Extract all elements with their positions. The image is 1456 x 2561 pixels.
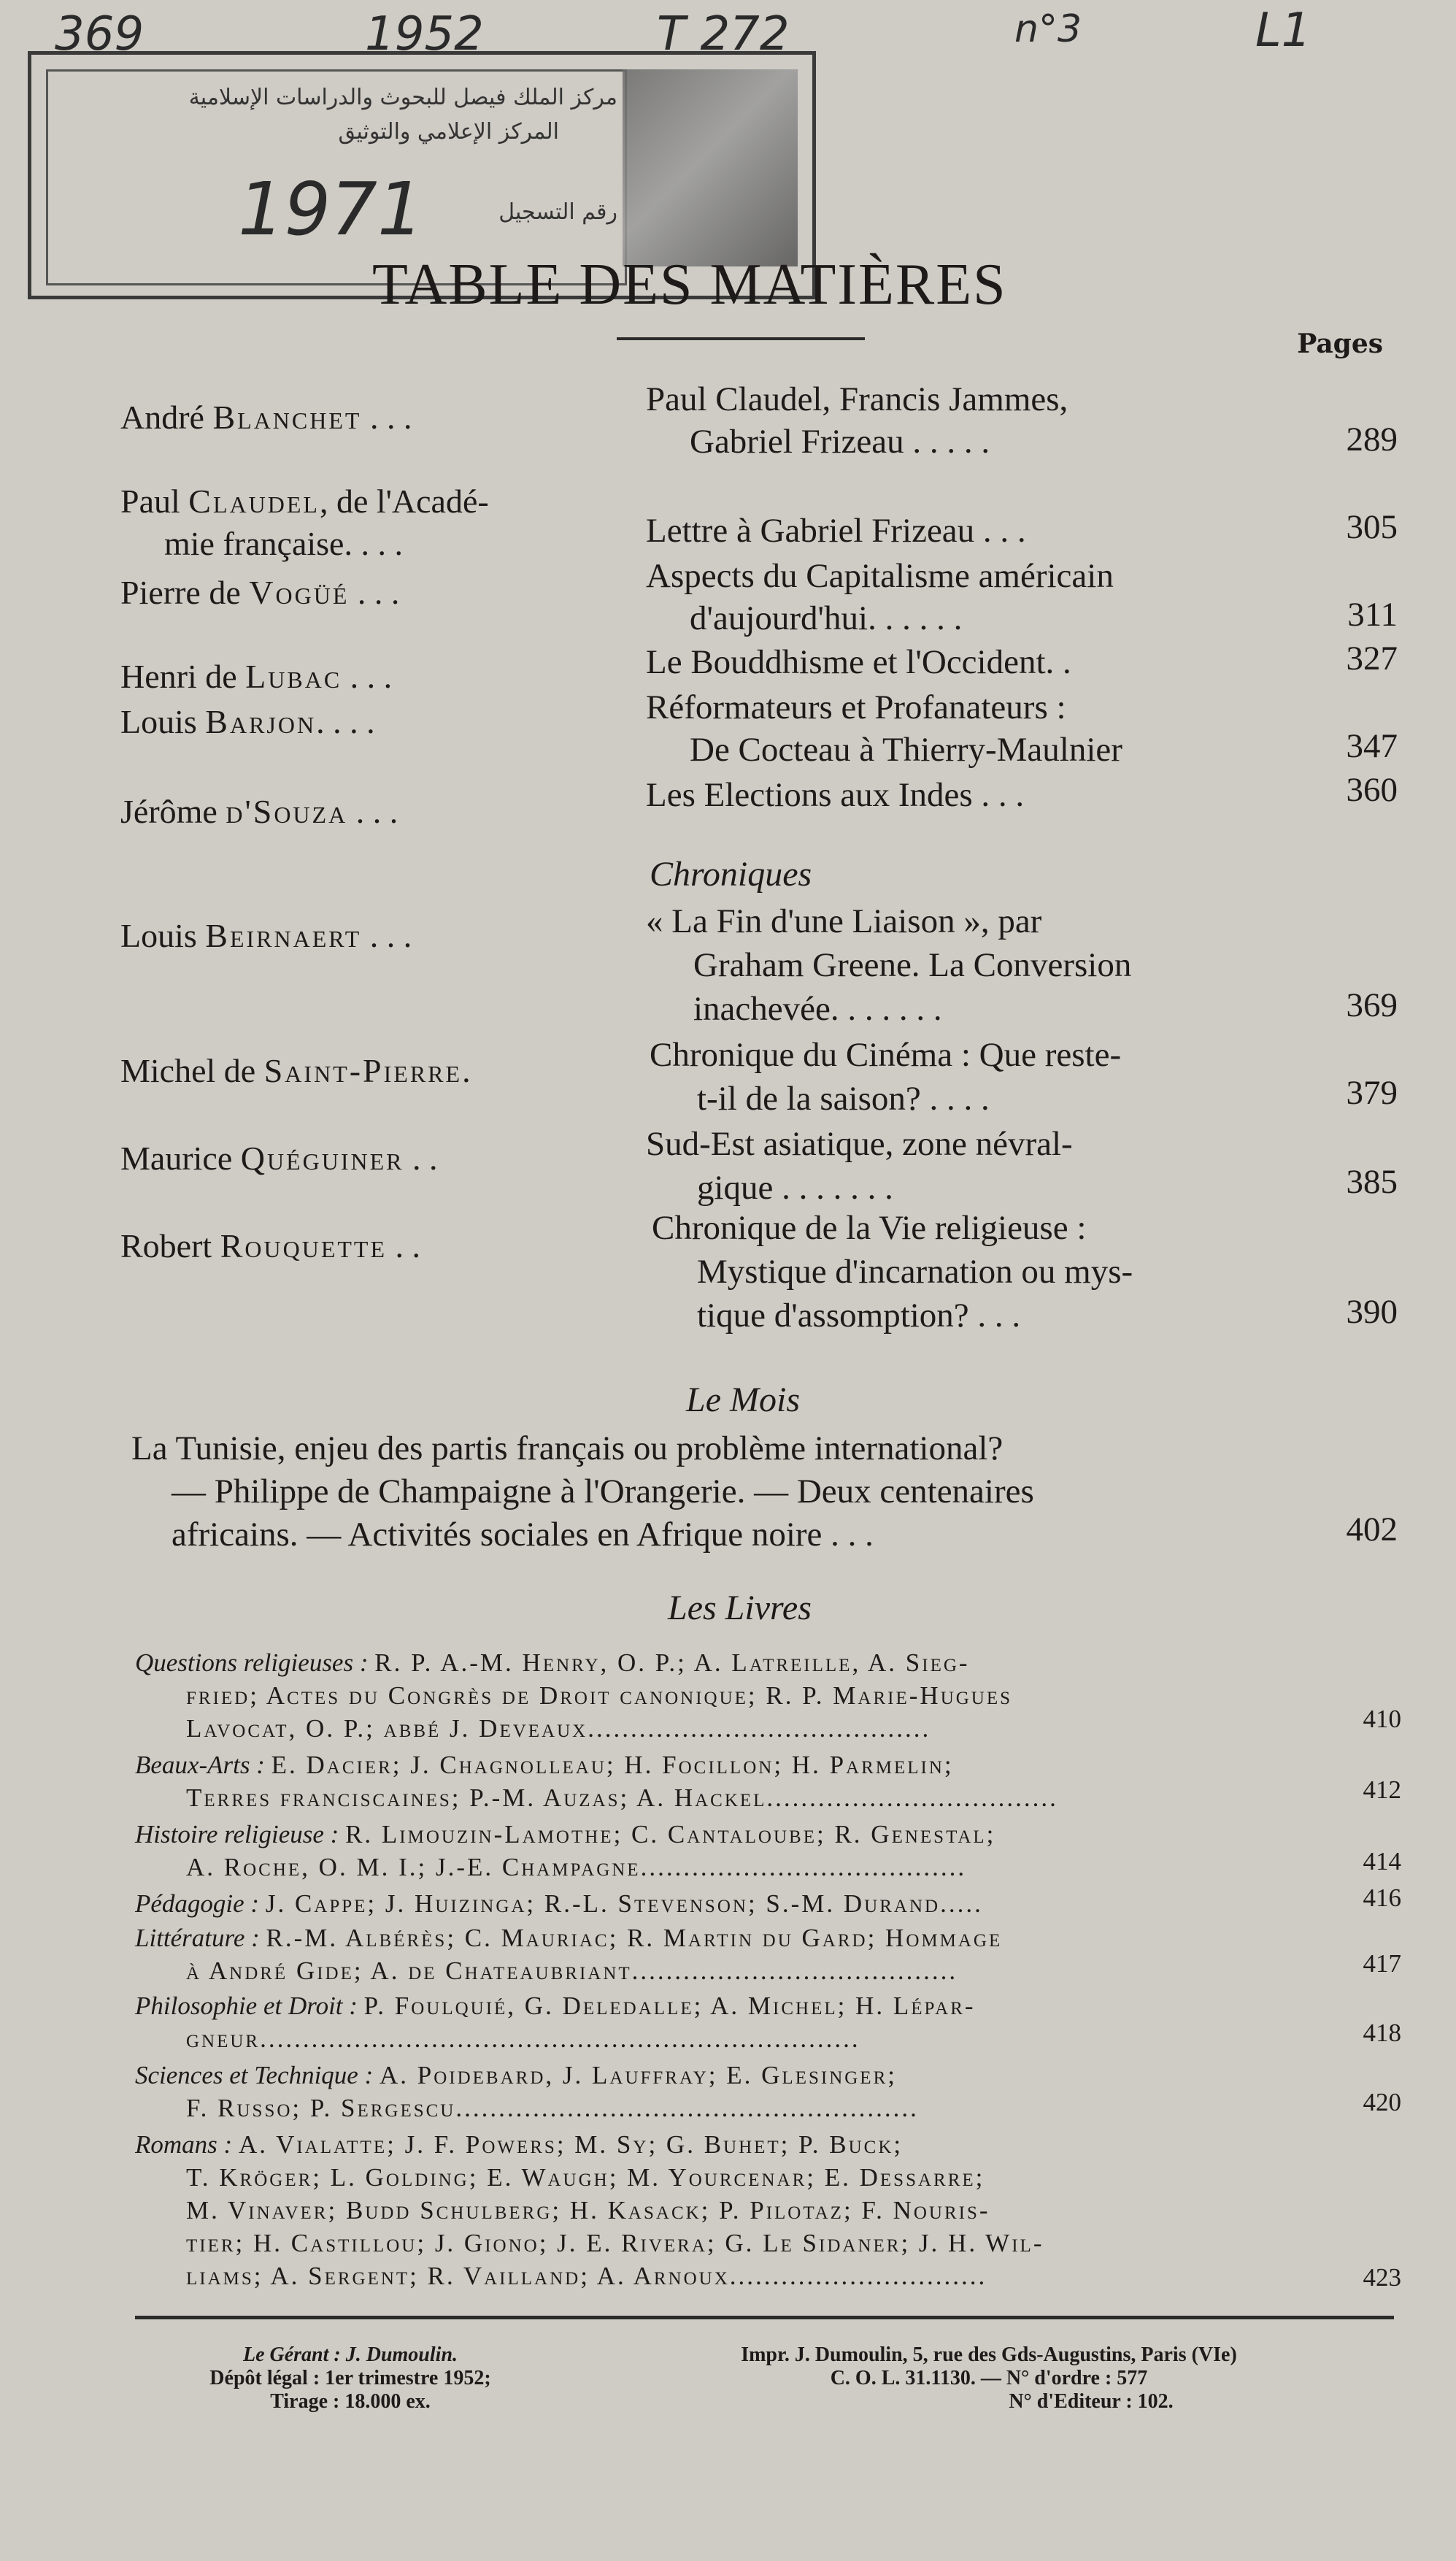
entry-title-line: Le Bouddhisme et l'Occident. .	[646, 643, 1071, 681]
chronique-title-line: Chronique du Cinéma : Que reste-	[650, 1036, 1122, 1074]
footer-editeur: N° d'Editeur : 102.	[1009, 2390, 1174, 2413]
livres-page: 418	[1363, 2019, 1401, 2047]
title-underline	[617, 337, 865, 340]
footer-left	[146, 2343, 555, 2414]
entry-page: 327	[1346, 640, 1398, 677]
chronique-page: 369	[1346, 986, 1398, 1024]
livres-entry: Sciences et Technique : A. Poidebard, J. Lauffray; E. Glesinger; F. Russo; P. Sergescu......................................................	[135, 2061, 919, 2122]
entry-title-line: Gabriel Frizeau . . . . .	[690, 423, 990, 461]
entry-author: André Blanchet . . .	[120, 399, 412, 436]
livres-heading: Les Livres	[668, 1589, 812, 1627]
entry-page: 347	[1346, 727, 1398, 765]
entry-title-line: Aspects du Capitalisme américain	[646, 557, 1114, 595]
livres-page: 412	[1363, 1775, 1401, 1804]
mois-line: — Philippe de Champaigne à l'Orangerie. — Deux centenaires	[172, 1473, 1034, 1510]
entry-author: Louis Barjon. . . .	[120, 703, 375, 740]
entry-title-line: Réformateurs et Profanateurs :	[646, 688, 1066, 726]
handwritten-ref-t272: T 272	[657, 7, 790, 61]
entry-author: Henri de Lubac . . .	[120, 658, 393, 695]
footer-imprimeur: Impr. J. Dumoulin, 5, rue des Gds-Augustins, Paris (VIe)	[741, 2343, 1237, 2366]
footer-right	[606, 2343, 1372, 2414]
footer-col: C. O. L. 31.1130. — N° d'ordre : 577	[830, 2367, 1148, 2389]
stamp-handwritten-number: 1971	[238, 166, 424, 252]
livres-page: 417	[1363, 1949, 1401, 1978]
entry-page: 305	[1346, 508, 1398, 546]
chronique-page: 385	[1346, 1163, 1398, 1201]
livres-entry: Romans : A. Vialatte; J. F. Powers; M. Sy; G. Buhet; P. Buck; T. Kröger; L. Golding; E. Waugh; M. Yourcenar; E. Dessarre; M. Vinaver; Budd Schulberg; H. Kasack; P. Pilotaz; F. Nouris- tier; H. Castillou; J. Giono; J. E. Rivera; G. Le Sidaner; J. H. Wil- liams; A. Sergent; R. Vailland; A. Arnoux..............................	[135, 2130, 1044, 2290]
livres-page: 420	[1363, 2088, 1401, 2116]
livres-entry: Pédagogie : J. Cappe; J. Huizinga; R.-L. Stevenson; S.-M. Durand.....	[135, 1889, 983, 1918]
entry-author: Paul Claudel, de l'Acadé-	[120, 483, 489, 520]
chronique-title-line: Graham Greene. La Conversion	[693, 946, 1132, 984]
entry-page: 289	[1346, 421, 1398, 458]
stamp-arabic-line1: مركز الملك فيصل للبحوث والدراسات الإسلامية	[188, 85, 617, 110]
handwritten-ref-1952: 1952	[365, 7, 484, 61]
chroniques-heading: Chroniques	[650, 855, 812, 894]
chronique-title-line: t-il de la saison? . . . .	[697, 1080, 990, 1118]
livres-page: 414	[1363, 1847, 1401, 1875]
chronique-page: 390	[1346, 1293, 1398, 1331]
handwritten-ref-l1: L1	[1255, 4, 1311, 58]
chronique-author: Maurice Quéguiner . .	[120, 1140, 438, 1177]
footer-gerant: Le Gérant : J. Dumoulin.	[242, 2343, 458, 2366]
chronique-title-line: Sud-Est asiatique, zone névral-	[646, 1125, 1073, 1163]
entry-page: 360	[1346, 771, 1398, 809]
chronique-title-line: Mystique d'incarnation ou mys-	[697, 1253, 1133, 1291]
pages-label: Pages	[1297, 329, 1383, 359]
mois-line: africains. — Activités sociales en Afrique noire . . .	[172, 1516, 874, 1554]
livres-entry: Littérature : R.-M. Albérès; C. Mauriac; R. Martin du Gard; Hommage à André Gide; A. de Chateaubriant......................................	[135, 1924, 1003, 1985]
entry-title-line: d'aujourd'hui. . . . . .	[690, 599, 963, 637]
mois-page: 402	[1346, 1510, 1398, 1548]
livres-entry: Beaux-Arts : E. Dacier; J. Chagnolleau; H. Focillon; H. Parmelin; Terres franciscaines; P.-M. Auzas; A. Hackel..................................	[135, 1751, 1058, 1812]
chronique-title-line: Chronique de la Vie religieuse :	[652, 1209, 1087, 1247]
chronique-title-line: tique d'assomption? . . .	[697, 1297, 1021, 1335]
chronique-author: Michel de Saint-Pierre.	[120, 1052, 471, 1089]
livres-entry: Philosophie et Droit : P. Foulquié, G. Deledalle; A. Michel; H. Lépar- gneur......................................................................	[135, 1992, 976, 2053]
mois-line: La Tunisie, enjeu des partis français ou problème international?	[131, 1429, 1004, 1467]
entry-page: 311	[1347, 596, 1398, 634]
entry-author: Pierre de Vogüé . . .	[120, 574, 400, 611]
handwritten-ref-n3: n°3	[1014, 7, 1082, 51]
entry-title-line: Lettre à Gabriel Frizeau . . .	[646, 512, 1026, 550]
entry-author: Jérôme d'Souza . . .	[120, 793, 398, 830]
chronique-title-line: inachevée. . . . . . .	[693, 990, 942, 1028]
entry-title-line: Les Elections aux Indes . . .	[646, 776, 1025, 814]
chronique-author: Robert Rouquette . .	[120, 1227, 421, 1264]
chronique-title-line: gique . . . . . . .	[697, 1169, 893, 1207]
chronique-page: 379	[1346, 1074, 1398, 1112]
chronique-title-line: « La Fin d'une Liaison », par	[646, 902, 1042, 940]
livres-entry: Histoire religieuse : R. Limouzin-Lamothe; C. Cantaloube; R. Genestal; A. Roche, O. M. I.; J.-E. Champagne......................................	[135, 1820, 996, 1881]
page-title: TABLE DES MATIÈRES	[372, 253, 1007, 317]
footer-tirage: Tirage : 18.000 ex.	[270, 2390, 431, 2413]
stamp-arabic-label: رقم التسجيل	[498, 199, 617, 225]
stamp-photo	[623, 69, 798, 266]
entry-title-line: Paul Claudel, Francis Jammes,	[646, 380, 1068, 418]
footer-depot: Dépôt légal : 1er trimestre 1952;	[209, 2367, 491, 2389]
stamp-arabic-line2: المركز الإعلامي والتوثيق	[338, 119, 559, 145]
footer-rule	[135, 2316, 1394, 2319]
livres-page: 423	[1363, 2263, 1401, 2292]
entry-title-line: De Cocteau à Thierry-Maulnier	[690, 731, 1122, 769]
livres-entry: Questions religieuses : R. P. A.-M. Henry, O. P.; A. Latreille, A. Sieg- fried; Actes du Congrès de Droit canonique; R. P. Marie-Hugues Lavocat, O. P.; abbé J. Deveaux........................................	[135, 1648, 1013, 1743]
mois-heading: Le Mois	[686, 1381, 800, 1419]
entry-author-line2: mie française. . . .	[164, 525, 403, 562]
chronique-author: Louis Beirnaert . . .	[120, 917, 412, 954]
livres-page: 410	[1363, 1705, 1401, 1733]
handwritten-ref-369: 369	[55, 7, 145, 61]
livres-page: 416	[1363, 1884, 1401, 1912]
